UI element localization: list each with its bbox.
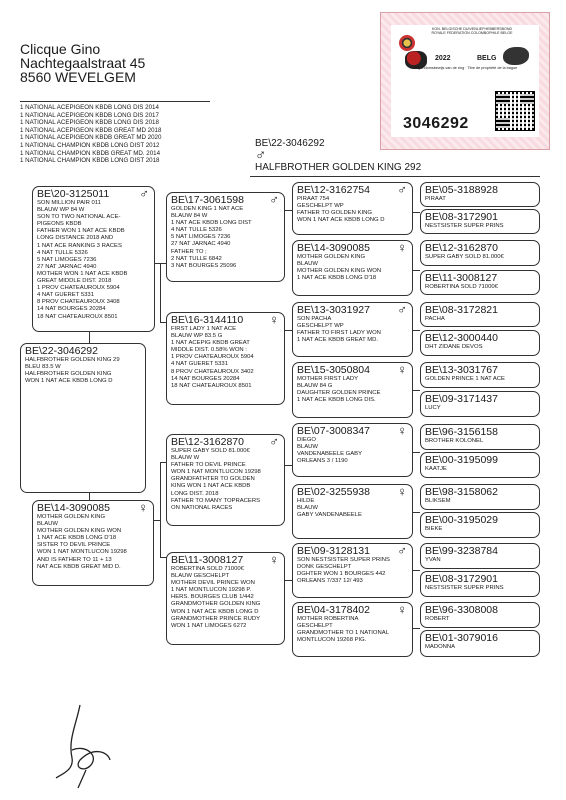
sticker-year: 2022 xyxy=(435,55,451,62)
card-description: DIEGO BLAUW VANDENABEELE GABY ORLEANS 3 / 1190 xyxy=(297,437,363,465)
subject-divider xyxy=(250,176,540,177)
title-line: 1 NATIONAL CHAMPION KBDB GREAT MD. 2014 xyxy=(20,149,161,157)
ring-number: BE\11-3008127 xyxy=(171,554,244,566)
female-icon: ♀ xyxy=(397,423,407,438)
card-description: PIRAAT xyxy=(425,196,446,202)
pedigree-card-g2 xyxy=(420,209,540,234)
qr-code-icon xyxy=(495,91,535,131)
ring-number: BE\07-3008347 xyxy=(297,425,370,437)
pedigree-card-g3 xyxy=(420,240,540,266)
pedigree-card-g6 xyxy=(420,330,540,356)
ring-number: BE\09-3171437 xyxy=(425,393,498,405)
ring-number: BE\13-3031927 xyxy=(297,304,370,316)
connector xyxy=(412,390,420,391)
pedigree-card-sss xyxy=(292,182,413,235)
connector xyxy=(89,330,90,344)
pedigree-card-ds xyxy=(166,434,285,526)
title-line: 1 NATIONAL ACEPIGEON KBDB LONG DIS 2018 xyxy=(20,119,159,127)
titles-list xyxy=(20,104,220,165)
ring-number: BE\14-3090085 xyxy=(37,502,110,514)
ring-number: BE\05-3188928 xyxy=(425,184,498,196)
pedigree-card-dss xyxy=(292,423,413,477)
male-icon: ♂ xyxy=(139,186,149,201)
connector xyxy=(412,212,420,213)
ring-number: BE\13-3031767 xyxy=(425,364,498,376)
card-description: SUPER GABY SOLD 81.000€ BLAUW W FATHER TO DEVIL PRINCE WON 1 NAT MONTLUCON 19298 GRANDFATHTER TO GOLDEN KING WON 1 NAT ACE KBDB LONG DIST. 2018 FATHER TO MANY TOPRACERS ON NATIONAL RACES xyxy=(171,448,261,511)
pedigree-card-g10 xyxy=(420,452,540,478)
card-description: LUCY xyxy=(425,405,441,411)
card-description: MOTHER ROBERTINA GESCHELPT GRANDMOTHER TO 1 NATIONAL MONTLUCON 19268 PIG. xyxy=(297,616,389,644)
card-description: BLIKSEM xyxy=(425,498,451,504)
pedigree-card-main xyxy=(20,343,146,493)
card-description: HALFBROTHER GOLDEN KING 29 BLEU 83.5 W HALFBROTHER GOLDEN KING WON 1 NAT ACE KBDB LONG D xyxy=(25,357,120,385)
female-icon: ♀ xyxy=(397,362,407,377)
pedigree-card-g8 xyxy=(420,391,540,417)
connector xyxy=(160,462,161,558)
pedigree-card-g13 xyxy=(420,543,540,569)
ring-number: BE\11-3008127 xyxy=(425,272,498,284)
connector xyxy=(412,330,420,331)
card-description: SON PACHA GESCHELPT WP FATHER TO FIRST LADY WON 1 NAT ACE KBDB GREAT MD. xyxy=(297,316,381,344)
female-icon: ♀ xyxy=(397,484,407,499)
ring-number: BE\01-3079016 xyxy=(425,632,498,644)
card-description: MOTHER GOLDEN KING BLAUW MOTHER GOLDEN KING WON 1 NAT ACE KBDB LONG D'18 SISTER TO DEVIL PRINCE WON 1 NAT MONTLUCON 19298 AND IS FATHER TO 11 + 13 NAT ACE KBDB GREAT MID D. xyxy=(37,514,127,570)
card-description: BIEKE xyxy=(425,526,443,532)
connector xyxy=(284,330,292,331)
ring-number: BE\02-3255938 xyxy=(297,486,370,498)
kbdb-logo-icon xyxy=(399,35,415,51)
pedigree-card-g14 xyxy=(420,571,540,597)
pedigree-card-ddd xyxy=(292,602,413,657)
ring-number: BE\22-3046292 xyxy=(25,345,98,357)
card-description: GOLDEN KING 1 NAT ACE BLAUW 84 W 1 NAT ACE KBDB LONG DIST 4 NAT TULLE 5326 5 NAT LIMOGES 7236 27 NAT JARNAC 4940 FATHER TO ; 2 NAT TULLE 6842 3 NAT BOURGES 25096 xyxy=(171,206,252,269)
ring-number: BE\16-3144110 xyxy=(171,314,244,326)
title-line: 1 NATIONAL ACEPIGEON KBDB LONG DIS 2017 xyxy=(20,111,159,119)
card-description: NESTSISTER SUPER PRINS xyxy=(425,585,504,591)
pedigree-card-g1 xyxy=(420,182,540,207)
card-description: YVAN xyxy=(425,557,441,563)
sticker-ownership: Eigendomsbewijs van de ring · Titre de propriété de la bague xyxy=(414,66,518,70)
ring-certificate-sticker xyxy=(380,12,550,150)
card-description: SON MILLION PAIR 011 BLAUW WP 84 W SON TO TWO NATIONAL ACE- PIGEONS KBDB FATHER WON 1 NAT ACE KBDB LONG DISTANCE 2018 AND 1 NAT ACE RANKING 3 RACES 4 NAT TULLE 5326 5 NAT LIMOGES 7236 27 NAT JARNAC 4940 MOTHER WON 1 NAT ACE KBDB GREAT MIDDLE DIST. 2018 1 PROV CHATEAUROUX 5904 4 NAT GUERET 5331 8 PROV CHATEAUROUX 3408 14 NAT BOURGES 20284 18 NAT CHATEAUROUX 8501 xyxy=(37,200,128,320)
connector xyxy=(412,270,420,271)
pedigree-card-g16 xyxy=(420,630,540,657)
male-icon: ♂ xyxy=(269,434,279,449)
male-icon: ♂ xyxy=(269,192,279,207)
ring-number: BE\14-3090085 xyxy=(297,242,370,254)
connector xyxy=(412,628,420,629)
pedigree-card-g9 xyxy=(420,424,540,450)
connector xyxy=(412,570,420,571)
ring-number: BE\20-3125011 xyxy=(37,188,110,200)
card-description: PIRAAT 754 GESCHELPT WP FATHER TO GOLDEN KING WON 1 NAT ACE KBDB LONG D xyxy=(297,196,385,224)
owner-name: Clicque Gino xyxy=(20,41,101,57)
card-description: MADONNA xyxy=(425,644,456,650)
ring-number: BE\12-3162870 xyxy=(425,242,498,254)
ring-number: BE\12-3162870 xyxy=(171,436,244,448)
title-line: 1 NATIONAL CHAMPION KBDB LONG DIST 2012 xyxy=(20,141,160,149)
pedigree-card-sire xyxy=(32,186,155,332)
card-description: ROBERTINA SOLD 71000€ xyxy=(425,284,498,290)
connector xyxy=(412,452,420,453)
card-description: MOTHER GOLDEN KING BLAUW MOTHER GOLDEN KING WON 1 NAT ACE KBDB LONG D'18 xyxy=(297,254,382,282)
female-icon: ♀ xyxy=(269,552,279,567)
ring-number: BE\00-3195029 xyxy=(425,514,498,526)
title-line: 1 NATIONAL CHAMPION KBDB LONG DIST 2018 xyxy=(20,157,160,165)
sticker-country: BELG xyxy=(477,55,497,62)
pedigree-card-g5 xyxy=(420,302,540,327)
ring-number: BE\08-3172901 xyxy=(425,573,498,585)
card-description: BROTHER KOLONEL xyxy=(425,438,484,444)
card-description: ROBERT xyxy=(425,616,450,622)
pedigree-card-dd xyxy=(166,552,285,645)
card-description: KAATJE xyxy=(425,466,447,472)
ring-number: BE\09-3128131 xyxy=(297,545,370,557)
card-description: MOTHER FIRST LADY BLAUW 84 G DAUGHTER GOLDEN PRINCE 1 NAT ACE KBDB LONG DIS. xyxy=(297,376,381,404)
sticker-number: 3046292 xyxy=(403,115,469,132)
connector xyxy=(284,210,292,211)
title-line: 1 NATIONAL ACEPIGEON KBDB GREAT MD 2018 xyxy=(20,126,162,134)
ring-number: BE\08-3172821 xyxy=(425,304,498,316)
title-line: 1 NATIONAL ACEPIGEON KBDB LONG DIS 2014 xyxy=(20,104,159,111)
subject-ring: BE\22-3046292 xyxy=(255,138,325,149)
ring-number: BE\12-3000440 xyxy=(425,332,498,344)
title-line: 1 NATIONAL ACEPIGEON KBDB GREAT MD 2020 xyxy=(20,134,162,142)
subject-name: HALFBROTHER GOLDEN KING 292 xyxy=(255,162,422,173)
owner-city: 8560 WEVELGEM xyxy=(20,69,136,85)
card-description: ROBERTINA SOLD 71000€ BLAUW GESCHELPT MOTHER DEVIL PRINCE WON 1 NAT MONTLUCON 19298 P. HERS. BOURGES CLUB 1/442 GRANDMOTHER GOLDEN KING WON 1 NAT ACE KBDB LONG D GRANDMOTHER PRINCE RUDY WON 1 NAT LIMOGES 6272 xyxy=(171,566,261,629)
card-description: HILDE BLAUW GABY VANDENABEELE xyxy=(297,498,362,519)
pigeon-icon xyxy=(503,47,529,65)
card-description: DHT ZIDANE DEVOS xyxy=(425,344,483,350)
ring-number: BE\99-3238784 xyxy=(425,545,498,557)
pedigree-card-g7 xyxy=(420,362,540,388)
pedigree-card-g12 xyxy=(420,512,540,538)
male-icon: ♂ xyxy=(397,182,407,197)
female-icon: ♀ xyxy=(397,240,407,255)
owner-block xyxy=(20,42,145,84)
ring-number: BE\17-3061598 xyxy=(171,194,244,206)
pedigree-card-g15 xyxy=(420,602,540,628)
sticker-body xyxy=(391,25,539,137)
pedigree-card-dsd xyxy=(292,484,413,539)
ring-number: BE\96-3156158 xyxy=(425,426,498,438)
male-icon: ♂ xyxy=(397,543,407,558)
pedigree-card-ssd xyxy=(292,240,413,296)
connector xyxy=(160,263,161,323)
connector xyxy=(412,512,420,513)
connector xyxy=(284,465,292,466)
ring-number: BE\00-3195099 xyxy=(425,454,498,466)
card-description: GOLDEN PRINCE 1 NAT ACE xyxy=(425,376,505,382)
pedigree-card-sd xyxy=(166,312,285,405)
ring-number: BE\12-3162754 xyxy=(297,184,370,196)
ring-number: BE\04-3178402 xyxy=(297,604,370,616)
connector xyxy=(284,580,292,581)
pedigree-card-sdd xyxy=(292,362,413,418)
titles-divider xyxy=(20,101,210,102)
pedigree-card-dam xyxy=(32,500,154,586)
card-description: NESTSISTER SUPER PRINS xyxy=(425,223,504,229)
male-icon: ♂ xyxy=(255,147,267,164)
pedigree-card-g11 xyxy=(420,484,540,510)
card-description: SUPER GABY SOLD 81.000€ xyxy=(425,254,504,260)
pedigree-card-ss xyxy=(166,192,285,282)
pedigree-card-dds xyxy=(292,543,413,598)
ring-number: BE\08-3172901 xyxy=(425,211,498,223)
female-icon: ♀ xyxy=(269,312,279,327)
female-icon: ♀ xyxy=(138,500,148,515)
male-icon: ♂ xyxy=(397,302,407,317)
card-description: FIRST LADY 1 NAT ACE BLAUW WP 83.5 G 1 NAT ACEPIG KBDB GREAT MIDDLE DIST. 0.58% WON : 1 PROV CHATEAUROUX 5904 4 NAT GUERET 5331 8 PROV CHATEAUROUX 3402 14 NAT BOURGES 20284 18 NAT CHATEAUROUX 8501 xyxy=(171,326,254,389)
ring-number: BE\98-3158062 xyxy=(425,486,498,498)
handwritten-signature xyxy=(50,700,120,790)
pedigree-card-g4 xyxy=(420,270,540,295)
female-icon: ♀ xyxy=(397,602,407,617)
pedigree-card-sds xyxy=(292,302,413,357)
sticker-org: KON. BELGISCHE DUIVENLIEFHEBBERSBOND ROYALE FEDERATION COLOMBOPHILE BELGE xyxy=(431,27,513,36)
ring-number: BE\96-3308008 xyxy=(425,604,498,616)
owner-street: Nachtegaalstraat 45 xyxy=(20,55,146,71)
ring-number: BE\15-3050804 xyxy=(297,364,370,376)
card-description: SON NESTSISTER SUPER PRINS DONK GESCHELPT DGHTER WON 1 BOURGES 442 ORLEANS 7/337 12/ 493 xyxy=(297,557,390,585)
card-description: PACHA xyxy=(425,316,445,322)
